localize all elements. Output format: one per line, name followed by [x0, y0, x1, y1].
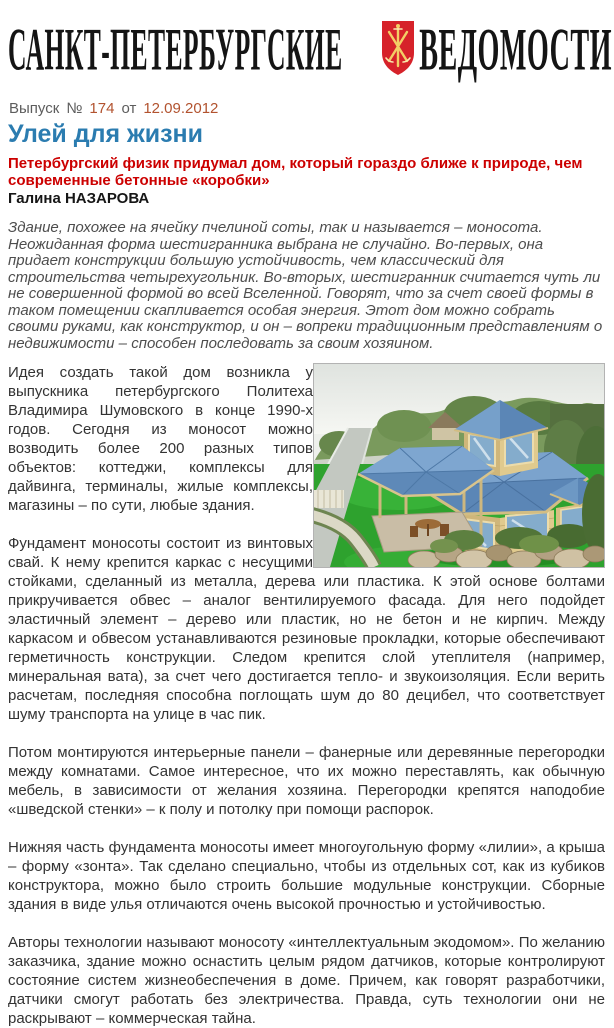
masthead-title-left: САНКТ-ПЕТЕРБУРГСКИЕ	[8, 13, 343, 83]
masthead-title-left-slot	[8, 8, 380, 90]
issue-number-link[interactable]: 174	[89, 100, 115, 117]
masthead-title-right: ВЕДОМОСТИ	[419, 13, 612, 83]
article-body	[8, 363, 605, 1028]
article-photo	[313, 363, 605, 568]
issue-date-link[interactable]: 12.09.2012	[143, 100, 219, 117]
issue-number-sign: №	[66, 100, 83, 117]
article-title: Улей для жизни	[8, 120, 204, 148]
article-paragraph-5: Авторы технологии называют моносоту «интеллектуальным экодомом». По желанию заказчика, здание можно оснастить целым рядом датчиков, которые контролируют состояние систем жизнеобеспечения в доме. Причем, как говорят разработчики, датчики смогут работать без электричества. Правда, суть технологии они не раскрывают – коммерческая тайна.	[8, 934, 605, 1027]
article-author: Галина НАЗАРОВА	[8, 190, 150, 207]
issue-from-label: от	[121, 100, 137, 117]
issue-line	[9, 100, 605, 117]
masthead-title-right-slot	[416, 8, 612, 90]
newspaper-masthead[interactable]	[8, 8, 612, 90]
article-paragraph-4: Нижняя часть фундамента моносоты имеет многоугольную форму «лилии», а крыша – форму «зонта». Так сделано специально, чтобы из отдельных сот, как из кубиков конструктора, можно было строить большие модульные конструкции. Сборные здания в виде улья отличаются очень высокой прочностью и устойчивостью.	[8, 839, 605, 913]
issue-label: Выпуск	[9, 100, 60, 117]
article-lead: Здание, похожее на ячейку пчелиной соты, так и называется – моносота. Неожиданная форма шестигранника выбрана не случайно. Во-первых, она придает конструкции большую устойчивость, чем классический для строительства четырехугольник. Во-вторых, шестигранник считается чуть ли не совершенной формой во всей Вселенной. Говорят, что за счет своей формы в таком помещении скапливается особая энергия. Этот дом можно собрать своими руками, как конструктор, и он – вопреки традиционным представлениям о недвижимости – способен последовать за своим хозяином.	[8, 219, 603, 352]
article-paragraph-2: Фундамент моносоты состоит из винтовых свай. К нему крепится каркас с несущими стойками, сделанный из металла, дерева или пластика. К этой основе болтами прикручивается обвес – аналог вентилируемого фасада. Для него подойдет эластичный элемент – дерево или пластик, но не бетон и не кирпич. Между каркасом и обвесом устанавливаются резиновые прокладки, которые обеспечивают герметичность конструкции. Следом крепится слой утеплителя (например, минеральная вата), за счет чего достигается тепло- и звукоизоляция. Если верить расчетам, последняя способна поглощать шум до 80 децибел, что соответствует шуму транспорта на улице в час пик.	[8, 535, 605, 723]
house-render-image	[314, 364, 604, 567]
spb-coat-of-arms-icon	[380, 19, 416, 79]
article-paragraph-3: Потом монтируются интерьерные панели – фанерные или деревянные перегородки между комнатами. Самое интересное, что их можно переставлять, как обычную мебель, в зависимости от желания хозяина. Перегородки крепятся наподобие «шведской стенки» – к полу и потолку при помощи распорок.	[8, 744, 605, 818]
article-paragraph-1: Идея создать такой дом возникла у выпускника петербургского Политеха Владимира Шумовского в конце 1990-х годов. Сегодня из моносот можно возводить более 200 разных типов объектов: коттеджи, комплексы для дайвинга, терминалы, жилые комплексы, магазины – по сути, любые здания.	[8, 364, 313, 514]
article-subtitle: Петербургский физик придумал дом, который гораздо ближе к природе, чем современные бетонные «коробки»	[8, 155, 583, 189]
